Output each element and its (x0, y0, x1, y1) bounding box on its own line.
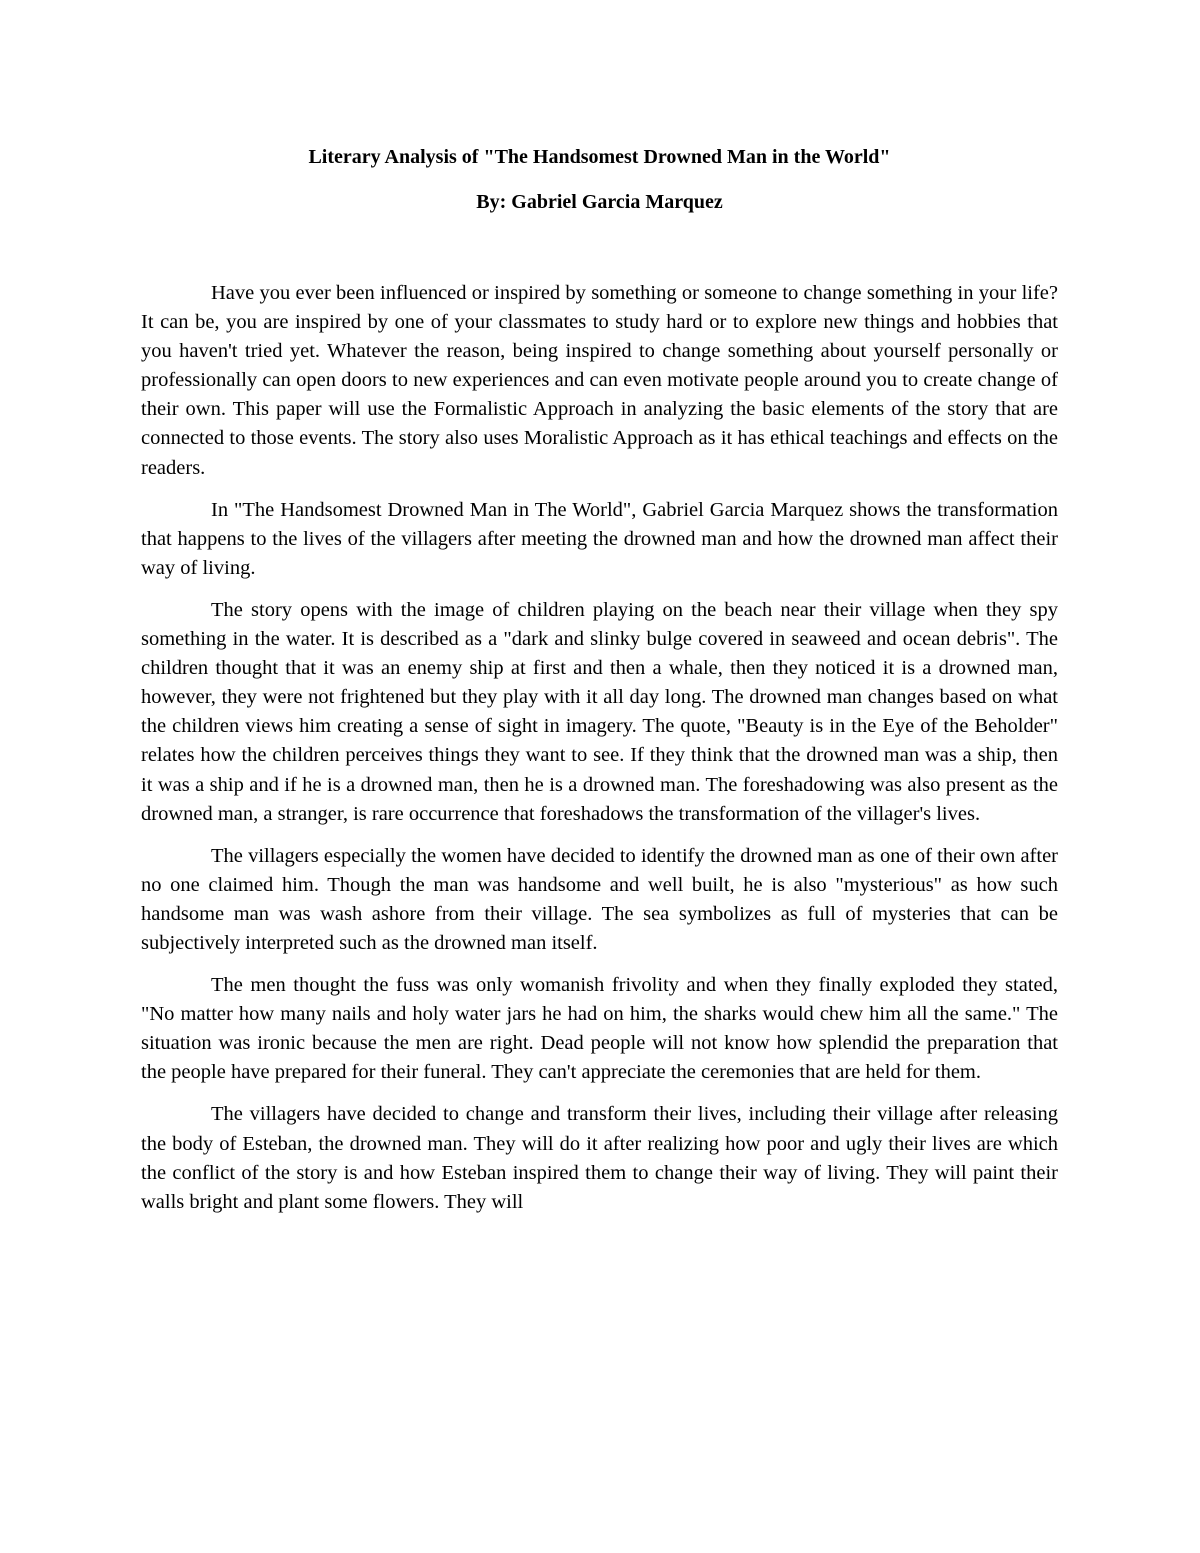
paragraph-men: The men thought the fuss was only womanish frivolity and when they finally exploded they stated, "No matter how many nails and holy water jars he had on him, the sharks would chew him all the same." The situation was ironic because the men are right. Dead people will not know how splendid the preparation that the people have prepared for their funeral. They can't appreciate the ceremonies that are held for them. (141, 974, 1058, 1084)
paragraph-villagers: The villagers especially the women have decided to identify the drowned man as one of their own after no one claimed him. Though the man was handsome and well built, he is also "mysterious" as how such handsome man was wash ashore from their village. The sea symbolizes as full of mysteries that can be subjectively interpreted such as the drowned man itself. (141, 844, 1058, 954)
document-title: Literary Analysis of "The Handsomest Drowned Man in the World" (308, 146, 891, 168)
paragraph-story-opening: The story opens with the image of children playing on the beach near their village when they spy something in the water. It is described as a "dark and slinky bulge covered in seaweed and ocean debris". The children thought that it was an enemy ship at first and then a whale, then they noticed it is a drowned man, however, they were not frightened but they play with it all day long. The drowned man changes based on what the children views him creating a sense of sight in imagery. The quote, "Beauty is in the Eye of the Beholder" relates how the children perceives things they want to see. If they think that the drowned man was a ship, then it was a ship and if he is a drowned man, then he is a drowned man. The foreshadowing was also present as the drowned man, a stranger, is rare occurrence that foreshadows the transformation of the villager's lives. (141, 598, 1058, 825)
paragraph-transformation: The villagers have decided to change and transform their lives, including their village after releasing the body of Esteban, the drowned man. They will do it after realizing how poor and ugly their lives are which the conflict of the story is and how Esteban inspired them to change their way of living. They will paint their walls bright and plant some flowers. They will (141, 1103, 1058, 1213)
document-body (141, 279, 1058, 1217)
paragraph-thesis: In "The Handsomest Drowned Man in The World", Gabriel Garcia Marquez shows the transformation that happens to the lives of the villagers after meeting the drowned man and how the drowned man affect their way of living. (141, 498, 1058, 579)
document-page (141, 143, 1058, 1230)
paragraph-intro: Have you ever been influenced or inspired by something or someone to change something in your life? It can be, you are inspired by one of your classmates to study hard or to explore new things and hobbies that you haven't tried yet. Whatever the reason, being inspired to change something about yourself personally or professionally can open doors to new experiences and can even motivate people around you to create change of their own. This paper will use the Formalistic Approach in analyzing the basic elements of the story that are connected to those events. The story also uses Moralistic Approach as it has ethical teachings and effects on the readers. (141, 282, 1058, 479)
document-byline: By: Gabriel Garcia Marquez (476, 191, 723, 213)
